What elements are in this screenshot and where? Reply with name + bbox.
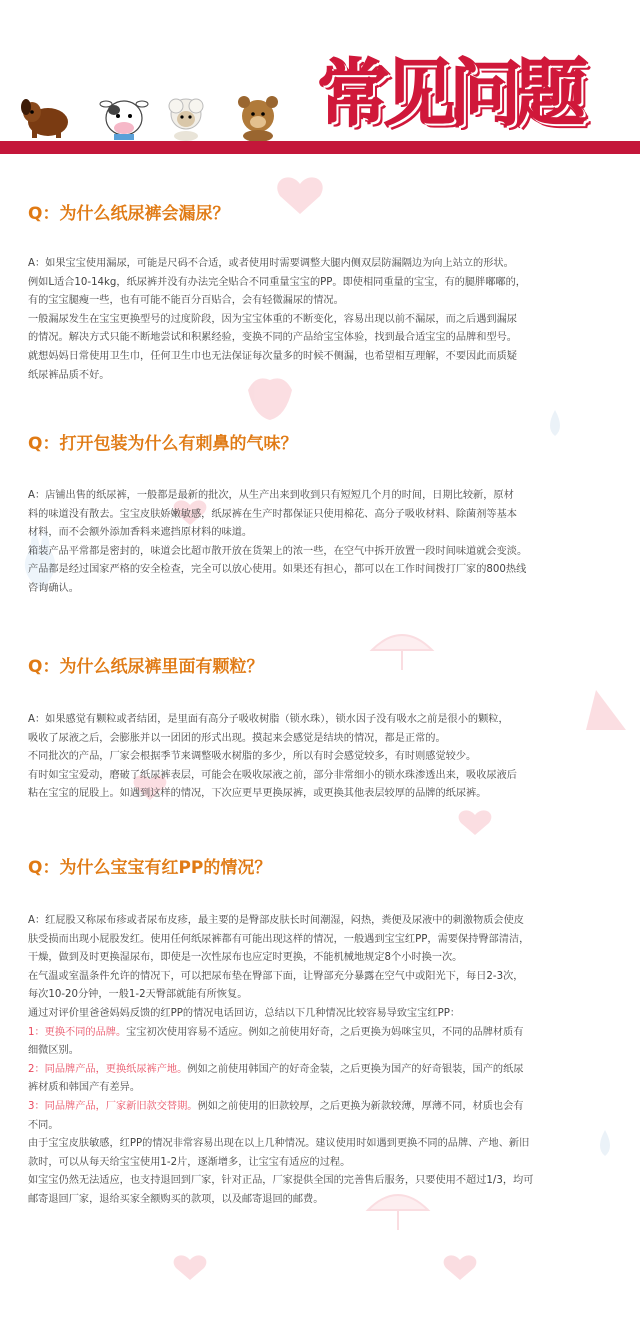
question-heading: Q：为什么宝宝有红PP的情况？	[28, 858, 272, 878]
faq-section-granules	[28, 656, 620, 804]
answer-line: 产品都是经过国家严格的安全检查，完全可以放心使用。如果还有担心，都可以在工作时间拨打厂家的800热线	[28, 564, 527, 576]
answer-line: 一般漏尿发生在宝宝更换型号的过度阶段，因为宝宝体重的不断变化，容易出现以前不漏尿，而之后遇到漏尿	[28, 313, 517, 325]
reason-text: 例如之前使用韩国产的好奇金装，之后更换为国产的好奇银装，国产的纸尿	[187, 1063, 524, 1075]
reason-lead: 3：同品牌产品，厂家新旧款交替期。	[28, 1100, 198, 1112]
answer-line: 在气温或室温条件允许的情况下，可以把尿布垫在臀部下面，让臀部充分暴露在空气中或阳光下，每日2-3次，	[28, 970, 524, 982]
faq-section-diaper-rash	[28, 857, 620, 1210]
answer-line: 材料，而不会额外添加香料来遮挡原材料的味道。	[28, 527, 253, 539]
answer-text	[28, 487, 620, 599]
reason-lead: 2：同品牌产品，更换纸尿裤产地。	[28, 1063, 188, 1075]
answer-line: 粘在宝宝的屁股上。如遇到这样的情况，下次应更早更换尿裤，或更换其他表层较厚的品牌的纸尿裤。	[28, 788, 487, 800]
answer-line: 纸尿裤品质不好。	[28, 369, 110, 381]
question-heading: Q：为什么纸尿裤会漏尿？	[28, 204, 230, 224]
answer-line: 例如L适合10-14kg，纸尿裤并没有办法完全贴合不同重量宝宝的PP。即使相同重量的宝宝，有的腿胖嘟嘟的，	[28, 276, 526, 288]
reason-item	[28, 1061, 620, 1080]
answer-line: 就想妈妈日常使用卫生巾，任何卫生巾也无法保证每次量多的时候不侧漏，也希望相互理解，不要因此而质疑	[28, 350, 517, 362]
question-heading: Q：为什么纸尿裤里面有颗粒？	[28, 657, 264, 677]
bear-icon	[238, 96, 278, 142]
heart-icon	[174, 1255, 207, 1280]
page-title: 常见问题	[318, 52, 583, 136]
answer-line: 如宝宝仍然无法适应，也支持退回到厂家，针对正品，厂家提供全国的完善售后服务，只要使用不超过1/3，均可	[28, 1175, 534, 1187]
animal-mascots	[18, 92, 318, 142]
answer-line: 料的味道没有散去。宝宝皮肤娇嫩敏感，纸尿裤在生产时都保证只使用棉花、高分子吸收材料、除菌剂等基本	[28, 508, 517, 520]
answer-line: A：红屁股又称尿布疹或者尿布皮疹，最主要的是臀部皮肤长时间潮湿，闷热，粪便及尿液中的刺激物质会使皮	[28, 915, 524, 926]
sheep-icon	[169, 99, 203, 141]
divider-bar	[0, 141, 640, 154]
reason-text: 宝宝初次使用容易不适应。例如之前使用好奇，之后更换为妈咪宝贝，不同的品牌材质有	[126, 1026, 524, 1038]
reason-text: 例如之前使用的旧款较厚，之后更换为新款较薄，厚薄不同，材质也会有	[197, 1100, 524, 1112]
answer-line: 箱装产品平常都是密封的，味道会比超市散开放在货架上的浓一些，在空气中拆开放置一段时间味道就会变淡。	[28, 545, 528, 557]
answer-line: 款时，可以从每天给宝宝使用1-2片，逐渐增多，让宝宝有适应的过程。	[28, 1156, 351, 1168]
answer-text	[28, 255, 620, 385]
answer-line: 肤受损而出现小屁股发红。使用任何纸尿裤都有可能出现这样的情况，一般遇到宝宝红PP，需要保持臀部清洁，	[28, 933, 530, 945]
answer-line: A：店铺出售的纸尿裤，一般都是最新的批次，从生产出来到收到只有短短几个月的时间，日期比较新，原材	[28, 490, 514, 501]
answer-line: 咨询确认。	[28, 582, 79, 594]
answer-line: 吸收了尿液之后，会膨胀并以一团团的形式出现。摸起来会感觉是结块的情况，都是正常的。	[28, 732, 446, 744]
answer-line: 干燥，做到及时更换湿尿布，即使是一次性尿布也应定时更换，不能机械地规定8个小时换一次。	[28, 952, 463, 964]
reason-item-cont: 细微区别。	[28, 1045, 79, 1057]
heart-icon	[444, 1255, 477, 1280]
reason-item-cont: 裤材质和韩国产有差异。	[28, 1082, 141, 1094]
header-banner	[0, 0, 640, 160]
reason-item-cont: 不同。	[28, 1119, 59, 1131]
answer-line: A：如果宝宝使用漏尿，可能是尺码不合适，或者使用时需要调整大腿内侧双层防漏隔边为向上站立的形状。	[28, 258, 514, 269]
dog-icon	[21, 99, 68, 138]
answer-text	[28, 711, 620, 804]
answer-line: 邮寄退回厂家，退给买家全额购买的款项，以及邮寄退回的邮费。	[28, 1193, 324, 1205]
faq-section-leak	[28, 203, 620, 385]
reason-lead: 1：更换不同的品牌。	[28, 1026, 127, 1038]
answer-line: 有时如宝宝爱动，磨破了纸尿裤表层，可能会在吸收尿液之前，部分非常细小的锁水珠渗透出来，吸收尿液后	[28, 769, 517, 781]
heart-icon	[459, 810, 492, 835]
cow-icon	[100, 101, 148, 140]
answer-line: 不同批次的产品，厂家会根据季节来调整吸水树脂的多少，所以有时会感觉较多，有时则感觉较少。	[28, 751, 477, 763]
answer-line: 有的宝宝腿瘦一些，也有可能不能百分百贴合，会有轻微漏尿的情况。	[28, 295, 344, 307]
answer-line: A：如果感觉有颗粒或者结团，是里面有高分子吸收树脂（锁水珠），锁水因子没有吸水之前是很小的颗粒，	[28, 714, 509, 725]
question-heading: Q：打开包装为什么有刺鼻的气味？	[28, 434, 298, 454]
answer-text	[28, 912, 620, 1210]
answer-line: 通过对评价里爸爸妈妈反馈的红PP的情况电话回访，总结以下几种情况比较容易导致宝宝红PP：	[28, 1007, 461, 1019]
reason-item	[28, 1024, 620, 1043]
answer-line: 的情况。解决方式只能不断地尝试和积累经验，变换不同的产品给宝宝体验，找到最合适宝宝的品牌和型号。	[28, 332, 517, 344]
answer-line: 每次10-20分钟，一般1-2天臀部就能有所恢复。	[28, 989, 248, 1001]
answer-line: 由于宝宝皮肤敏感，红PP的情况非常容易出现在以上几种情况。建议使用时如遇到更换不同的品牌、产地、新旧	[28, 1138, 530, 1150]
faq-section-odor	[28, 433, 620, 599]
reason-item	[28, 1098, 620, 1117]
